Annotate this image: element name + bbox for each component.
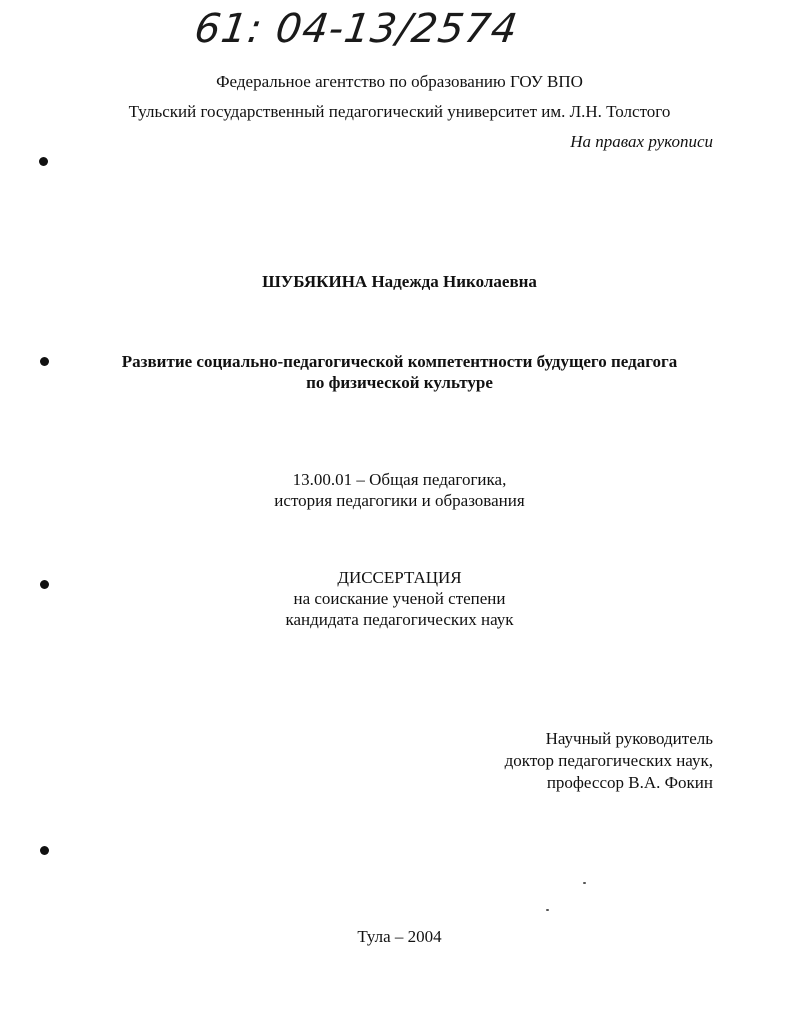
place-year: Тула – 2004 — [357, 927, 442, 946]
binder-hole-mark — [39, 157, 48, 166]
author-name: ШУБЯКИНА Надежда Николаевна — [262, 272, 537, 291]
dissertation-title-line-1: Развитие социально-педагогической компетентности будущего педагога — [121, 352, 678, 371]
university-line: Тульский государственный педагогический университет им. Л.Н. Толстого — [128, 102, 671, 121]
supervisor-block — [505, 728, 713, 794]
dissertation-title-line-2: по физической культуре — [306, 373, 493, 392]
specialty-name-line: история педагогики и образования — [274, 491, 525, 510]
degree-purpose-line: на соискание ученой степени — [293, 589, 506, 608]
scan-speck — [583, 882, 586, 884]
work-type-heading: ДИССЕРТАЦИЯ — [337, 568, 462, 587]
archive-number-handwritten: 61: 04-13/2574 — [191, 6, 521, 52]
scan-speck — [546, 909, 549, 911]
supervisor-name: профессор В.А. Фокин — [546, 773, 713, 792]
binder-hole-mark — [40, 357, 49, 366]
binder-hole-mark — [40, 846, 49, 855]
binder-hole-mark — [40, 580, 49, 589]
supervisor-label: Научный руководитель — [545, 729, 713, 748]
rights-note: На правах рукописи — [570, 132, 713, 151]
degree-name-line: кандидата педагогических наук — [285, 610, 514, 629]
specialty-code-line: 13.00.01 – Общая педагогика, — [292, 470, 507, 489]
agency-line: Федеральное агентство по образованию ГОУ ВПО — [216, 72, 583, 91]
supervisor-degree: доктор педагогических наук, — [504, 751, 713, 770]
